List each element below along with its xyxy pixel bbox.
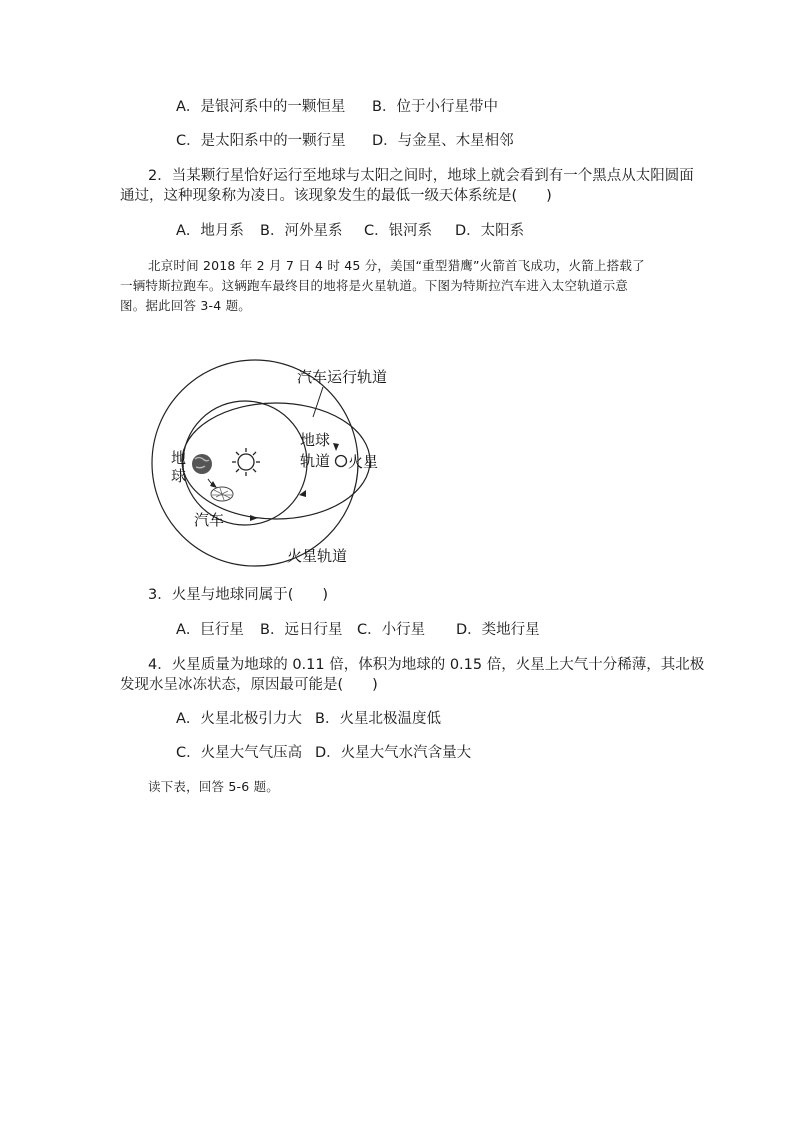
orbit-diagram [150, 355, 390, 575]
earth-label-line1: 地 [171, 449, 187, 467]
earth-icon [192, 454, 212, 474]
q1-options-row2 [176, 131, 514, 151]
mars-icon [336, 456, 347, 467]
q2-stem-line2: 通过，这种现象称为凌日。该现象发生的最低一级天体系统是( ) [120, 188, 552, 204]
q4-option-b: B．火星北极温度低 [315, 711, 441, 727]
q3-stem: 3．火星与地球同属于( ) [148, 587, 329, 603]
q4-option-d: D．火星大气水汽含量大 [315, 745, 472, 761]
q4-stem-line1: 4．火星质量为地球的 0.11 倍，体积为地球的 0.15 倍，火星上大气十分稀薄，其北极 [148, 657, 705, 673]
car-label: 汽车 [194, 511, 225, 529]
q4-options-row2 [176, 743, 471, 763]
q1-options-row1 [176, 97, 498, 117]
earth-orbit-label-line1: 地球 [300, 431, 331, 449]
q2-options [176, 221, 524, 241]
q3-option-b: B．远日行星 [260, 622, 343, 638]
q1-option-d: D．与金星、木星相邻 [372, 133, 514, 149]
q1-option-a: A．是银河系中的一颗恒星 [176, 99, 346, 115]
q2-option-a: A．地月系 [176, 223, 244, 239]
q3-options [176, 620, 540, 640]
orbit-arrow-icon [208, 479, 217, 488]
table-instruction: 读下表，回答 5-6 题。 [148, 779, 279, 794]
q4-options-row1 [176, 709, 441, 729]
mars-orbit-label: 火星轨道 [287, 547, 348, 565]
q1-option-b: B．位于小行星带中 [372, 99, 498, 115]
q1-option-c: C．是太阳系中的一颗行星 [176, 133, 346, 149]
q2-option-c: C．银河系 [364, 223, 433, 239]
car-orbit-label: 汽车运行轨道 [297, 368, 388, 386]
orbit-arrow-icon [250, 515, 258, 521]
orbit-arrow-icon [333, 443, 339, 451]
passage-line2: 一辆特斯拉跑车。这辆跑车最终目的地将是火星轨道。下图为特斯拉汽车进入太空轨道示意 [120, 278, 629, 293]
car-orbit-leader-line [313, 387, 323, 417]
q4-stem-line2: 发现水呈冰冻状态，原因最可能是( ) [120, 677, 378, 693]
car-icon [211, 487, 233, 501]
passage-line1: 北京时间 2018 年 2 月 7 日 4 时 45 分，美国“重型猎鹰”火箭首飞成功，火箭上搭载了 [148, 258, 645, 273]
mars-label: 火星 [348, 453, 379, 471]
q2-option-b: B．河外星系 [260, 223, 343, 239]
earth-orbit-label-line2: 轨道 [300, 452, 331, 470]
passage-line3: 图。据此回答 3-4 题。 [120, 298, 251, 313]
q2-option-d: D．太阳系 [455, 223, 525, 239]
q3-option-a: A．巨行星 [176, 622, 244, 638]
q4-option-a: A．火星北极引力大 [176, 711, 302, 727]
sun-icon [232, 448, 260, 476]
q4-option-c: C．火星大气气压高 [176, 745, 303, 761]
q3-option-d: D．类地行星 [456, 622, 540, 638]
q2-stem-line1: 2．当某颗行星恰好运行至地球与太阳之间时，地球上就会看到有一个黑点从太阳圆面 [148, 168, 694, 184]
earth-label-line2: 球 [171, 467, 187, 485]
q3-option-c: C．小行星 [357, 622, 426, 638]
